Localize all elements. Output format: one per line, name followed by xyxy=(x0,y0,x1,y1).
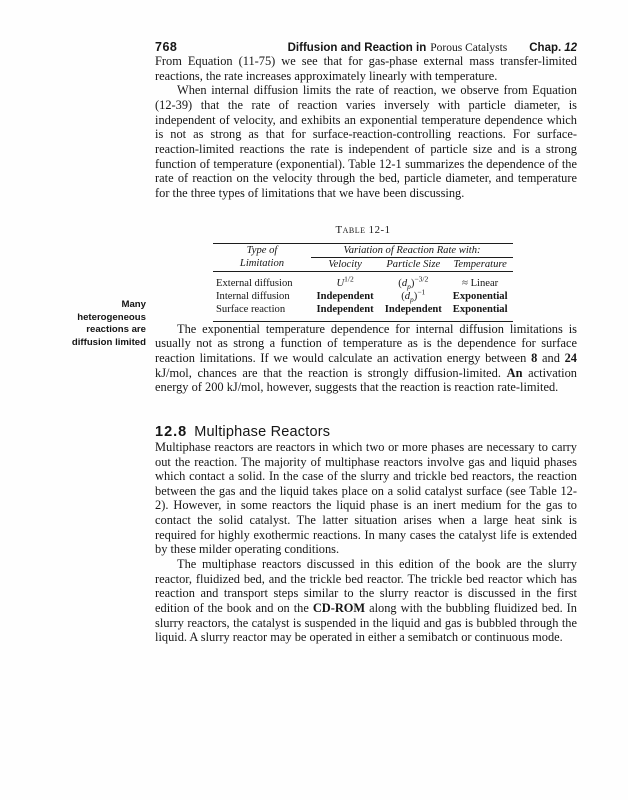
particle-size-value: Independent xyxy=(379,303,447,322)
running-title-serif: Porous Catalysts xyxy=(430,42,508,54)
running-title xyxy=(288,42,577,54)
paragraph-5: The multiphase reactors discussed in this edition of the book are the slurry reactor, fluidized bed, and the trickle bed reactor. The trickle bed reactor which has reaction and transport steps similar to the slurry reactor is discussed in the first edition of the book and on the CD-ROM along with the bubbling fluidized bed. In slurry reactors, the catalyst is suspended in the liquid and gas is bubbled through the liquid. A slurry reactor may be operated in either a semibatch or continuous mode. xyxy=(155,557,577,645)
section-number: 12.8 xyxy=(155,423,188,440)
page-content xyxy=(155,40,577,645)
velocity-value: Independent xyxy=(311,303,379,322)
type-of-limitation-header: Type of Limitation xyxy=(213,243,311,271)
column-header-velocity: Velocity xyxy=(311,257,379,271)
row-label: External diffusion xyxy=(216,277,293,289)
margin-note-line: heterogeneous xyxy=(77,311,146,323)
temperature-value: ≈ Linear xyxy=(462,277,499,289)
paragraph-3: The exponential temperature dependence for internal diffusion limitations is usually not as strong a function of temperature as is the dependence for surface reaction limitations. If we would calculate an activation energy between 8 and 24 kJ/mol, chances are that the reaction is strongly diffusion-limited. An activation energy of 200 kJ/mol, however, suggests that the reaction is reaction rate-limited. xyxy=(155,321,578,395)
table-row xyxy=(213,303,513,322)
margin-note-line: Many xyxy=(121,299,146,310)
section-title: Multiphase Reactors xyxy=(194,423,331,440)
temperature-value: Exponential xyxy=(452,290,508,302)
running-header xyxy=(155,40,577,54)
table-caption: Table 12-1 xyxy=(335,223,391,236)
margin-note-line: reactions are xyxy=(86,324,146,336)
paragraph-1: From Equation (11-75) we see that for gas-phase external mass transfer-limited reactions, the rate increases approximately linearly with temperature. xyxy=(155,54,577,83)
paragraph-2: When internal diffusion limits the rate of reaction, we observe from Equation (12-39) that the rate of reaction varies inversely with particle diameter, is independent of velocity, and exhibits an exponential temperature dependence which is not as strong as that for surface-reaction-controlling reactions. For surface-reaction-limited reactions the rate is independent of particle size and is a strong function of temperature (exponential). Table 12-1 summarizes the dependence of the rate of reaction on the velocity through the bed, particle diameter, and temperature for the three types of limitations that we have been discussing. xyxy=(155,83,577,200)
temperature-value: Exponential xyxy=(447,303,513,322)
margin-note xyxy=(28,299,146,349)
limitation-table xyxy=(213,243,513,322)
chapter-number: 12 xyxy=(564,42,577,54)
particle-size-value: $(d_p)^{-1}$ xyxy=(401,287,426,304)
column-header-particle-size: Particle Size xyxy=(379,257,447,271)
chapter-label: Chap. xyxy=(529,42,562,54)
margin-note-line: diffusion limited xyxy=(71,336,146,348)
column-header-temperature: Temperature xyxy=(447,257,513,271)
table-row xyxy=(213,271,513,290)
table-row xyxy=(213,290,513,303)
page-number: 768 xyxy=(155,40,178,54)
row-label: Internal diffusion xyxy=(216,290,290,302)
section-heading xyxy=(155,424,577,440)
velocity-value: Independent xyxy=(316,290,374,302)
row-label: Surface reaction xyxy=(213,303,311,322)
table-12-1 xyxy=(213,224,513,322)
running-title-bold: Diffusion and Reaction in xyxy=(287,42,427,54)
particle-size-value: $(d_p)^{-3/2}$ xyxy=(398,274,429,291)
velocity-value: $U^{1/2}$ xyxy=(336,274,354,289)
span-header: Variation of Reaction Rate with: xyxy=(311,243,513,257)
paragraph-4: Multiphase reactors are reactors in which two or more phases are necessary to carry out the reaction. The majority of multiphase reactors involve gas and liquid phases which contact a solid. In the case of the slurry and trickle bed reactors, the reaction between the gas and the liquid takes place on a solid catalyst surface (see Table 12-2). However, in some reactors the liquid phase is an inert medium for the gas to contact the solid catalyst. The latter situation arises when a large heat sink is required for highly exothermic reactions. In many cases the catalyst life is extended by these milder operating conditions. xyxy=(155,439,577,557)
